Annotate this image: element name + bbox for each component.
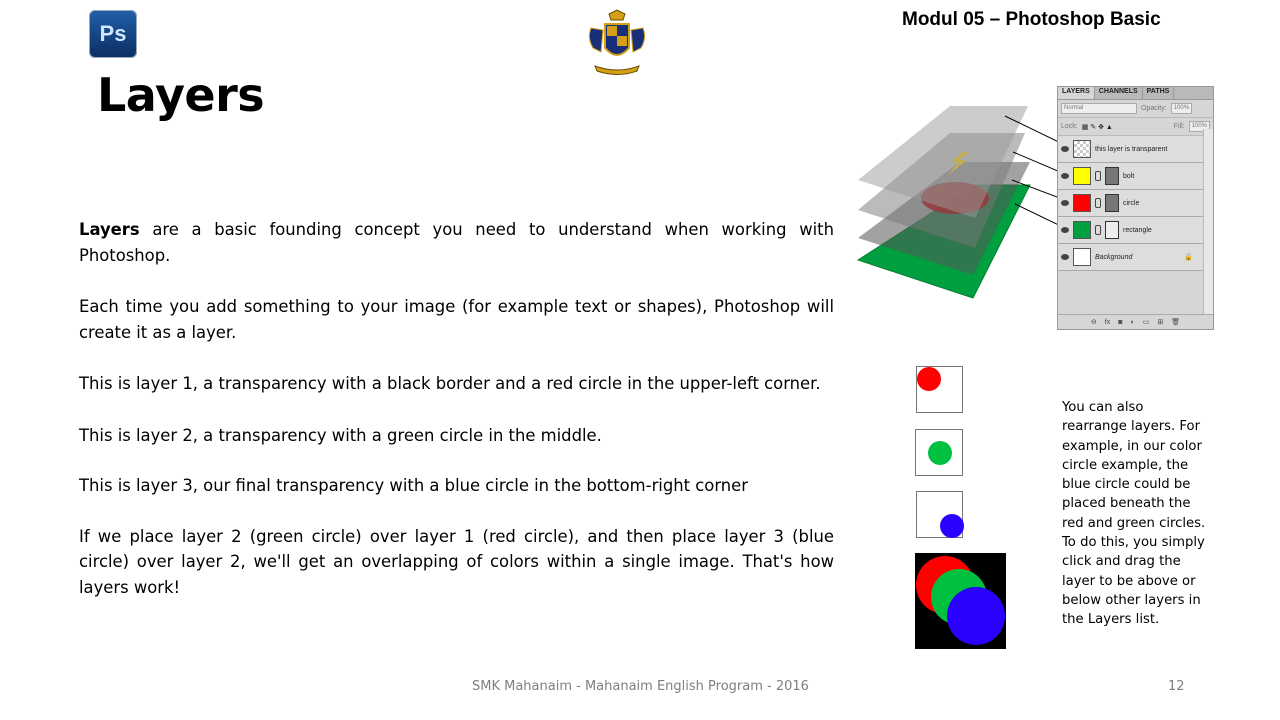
paragraph-2: Each time you add something to your image (for example text or shapes), Photoshop will create it as a layer. xyxy=(79,297,834,342)
trash-icon[interactable]: 🗑 xyxy=(1171,319,1181,326)
layer3-example xyxy=(916,491,963,538)
link-icon xyxy=(1095,171,1101,181)
link-icon xyxy=(1095,198,1101,208)
layer-thumb xyxy=(1073,248,1091,266)
lock-icon[interactable]: ▦ ✎ ✥ ▲ xyxy=(1081,123,1113,131)
fill-field[interactable]: 100% xyxy=(1189,121,1210,132)
ps-logo-text: Ps xyxy=(99,21,127,46)
layer-name: this layer is transparent xyxy=(1095,145,1168,153)
layers-panel xyxy=(1057,86,1214,330)
red-circle xyxy=(917,367,941,391)
layer-row-circle[interactable] xyxy=(1058,190,1213,217)
school-crest-icon xyxy=(585,8,649,76)
layer-row-bolt[interactable] xyxy=(1058,163,1213,190)
slide-title: Layers xyxy=(97,68,265,122)
lock-icon: 🔒 xyxy=(1184,254,1193,261)
photoshop-logo-icon xyxy=(89,10,137,58)
layer1-example xyxy=(916,366,963,413)
footer-text: SMK Mahanaim - Mahanaim English Program - 2016 xyxy=(472,679,809,694)
eye-icon[interactable] xyxy=(1061,146,1069,152)
paragraph-1-bold: Layers xyxy=(79,220,140,239)
blue-circle xyxy=(940,514,964,538)
module-title: Modul 05 – Photoshop Basic xyxy=(902,9,1161,30)
layer-mask-thumb xyxy=(1105,221,1119,239)
panel-bottom-bar xyxy=(1058,314,1213,329)
green-circle xyxy=(928,441,952,465)
layer-row-transparent[interactable] xyxy=(1058,136,1213,163)
eye-icon[interactable] xyxy=(1061,254,1069,260)
paragraph-3: This is layer 1, a transparency with a black border and a red circle in the upper-left corner. xyxy=(79,374,821,393)
fill-label: Fill: xyxy=(1173,123,1185,130)
tab-paths[interactable]: PATHS xyxy=(1143,87,1175,99)
layer-thumb xyxy=(1073,140,1091,158)
layers-stack-illustration xyxy=(855,100,1065,305)
layer-row-rectangle[interactable] xyxy=(1058,217,1213,244)
eye-icon[interactable] xyxy=(1061,200,1069,206)
side-note: You can also rearrange layers. For example, in our color circle example, the blue circle could be placed beneath the red and green circles. To do this, you simply click and drag the layer to be above or below other layers in the Layers list. xyxy=(1062,400,1206,628)
lock-row xyxy=(1058,118,1213,136)
page-number: 12 xyxy=(1168,679,1185,694)
layer-thumb xyxy=(1073,167,1091,185)
body-text xyxy=(79,217,834,626)
lock-label: Lock: xyxy=(1061,123,1078,130)
layer-name: bolt xyxy=(1123,172,1135,180)
adjustment-icon[interactable]: ◐ xyxy=(1130,318,1135,326)
layer-mask-thumb xyxy=(1105,194,1119,212)
layer-name: Background xyxy=(1095,253,1133,261)
layer-name: rectangle xyxy=(1123,226,1152,234)
paragraph-4: This is layer 2, a transparency with a green circle in the middle. xyxy=(79,425,602,445)
new-layer-icon[interactable]: ⊞ xyxy=(1157,319,1164,326)
blend-mode-select[interactable]: Normal xyxy=(1061,103,1137,114)
combined-blue-circle xyxy=(947,587,1005,645)
eye-icon[interactable] xyxy=(1061,227,1069,233)
layer-mask-thumb xyxy=(1105,167,1119,185)
opacity-field[interactable]: 100% xyxy=(1171,103,1192,114)
group-icon[interactable]: ▭ xyxy=(1142,319,1150,326)
tab-layers[interactable]: LAYERS xyxy=(1058,87,1095,99)
paragraph-1-rest: are a basic founding concept you need to understand when working with Photoshop. xyxy=(79,220,834,265)
blend-row xyxy=(1058,100,1213,118)
panel-tabs xyxy=(1058,87,1213,100)
link-layers-icon[interactable]: ⊖ xyxy=(1090,319,1097,326)
panel-scrollbar[interactable] xyxy=(1203,129,1213,315)
tab-channels[interactable]: CHANNELS xyxy=(1095,87,1143,99)
link-icon xyxy=(1095,225,1101,235)
paragraph-1 xyxy=(79,217,834,268)
layer-thumb xyxy=(1073,221,1091,239)
layer-thumb xyxy=(1073,194,1091,212)
opacity-label: Opacity: xyxy=(1141,105,1167,112)
fx-icon[interactable]: fx xyxy=(1104,318,1111,326)
layer2-example xyxy=(915,429,963,476)
layer-name: circle xyxy=(1123,199,1140,207)
eye-icon[interactable] xyxy=(1061,173,1069,179)
mask-icon[interactable]: ◙ xyxy=(1118,318,1123,326)
paragraph-5: This is layer 3, our final transparency with a blue circle in the bottom-right corner xyxy=(79,476,748,495)
layer-row-background[interactable] xyxy=(1058,244,1213,271)
combined-layers-example xyxy=(915,553,1006,649)
paragraph-6: If we place layer 2 (green circle) over layer 1 (red circle), and then place layer 3 (blue circle) over layer 2, we'll get an overlapping of colors within a single image. That's how layers work! xyxy=(79,526,834,597)
